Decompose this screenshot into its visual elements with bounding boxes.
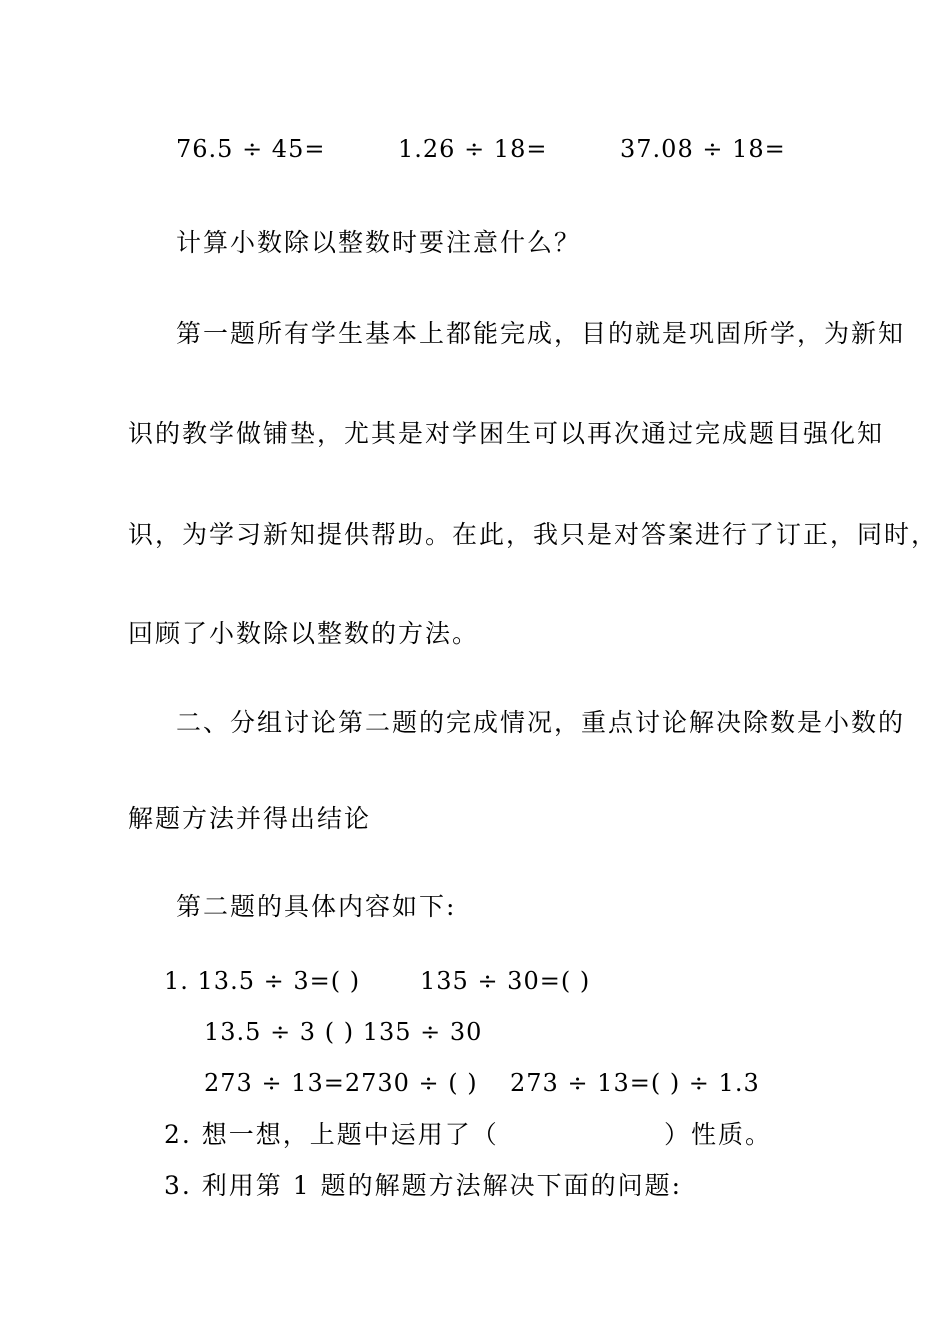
- paragraph-2-line-2: 解题方法并得出结论: [128, 804, 372, 833]
- paragraph-1-line-2: 识的教学做铺垫，尤其是对学困生可以再次通过完成题目强化知: [128, 419, 885, 448]
- section-intro: 第二题的具体内容如下:: [176, 892, 457, 921]
- exercise-1b: 135 ÷ 30=( ): [420, 967, 591, 995]
- paragraph-2-line-1: 二、分组讨论第二题的完成情况，重点讨论解决除数是小数的: [176, 708, 906, 737]
- exercise-2-end: ）性质。: [664, 1120, 773, 1149]
- equation-2: 1.26 ÷ 18=: [398, 135, 548, 163]
- paragraph-1-line-1: 第一题所有学生基本上都能完成，目的就是巩固所学，为新知: [176, 319, 906, 348]
- exercise-1c: 13.5 ÷ 3 ( ) 135 ÷ 30: [204, 1018, 483, 1046]
- exercise-1a: 1. 13.5 ÷ 3=( ): [164, 967, 361, 995]
- exercise-1e: 273 ÷ 13=( ) ÷ 1.3: [510, 1069, 760, 1097]
- exercise-2-start: 2. 想一想，上题中运用了（: [164, 1120, 499, 1149]
- equation-3: 37.08 ÷ 18=: [620, 135, 786, 163]
- paragraph-1-line-3: 识，为学习新知提供帮助。在此，我只是对答案进行了订正，同时，: [128, 520, 939, 549]
- question-text: 计算小数除以整数时要注意什么？: [176, 228, 582, 257]
- equation-1: 76.5 ÷ 45=: [176, 135, 326, 163]
- exercise-3: 3. 利用第 1 题的解题方法解决下面的问题:: [164, 1171, 683, 1200]
- exercise-1d: 273 ÷ 13=2730 ÷ ( ): [204, 1069, 478, 1097]
- paragraph-1-line-4: 回顾了小数除以整数的方法。: [128, 619, 480, 648]
